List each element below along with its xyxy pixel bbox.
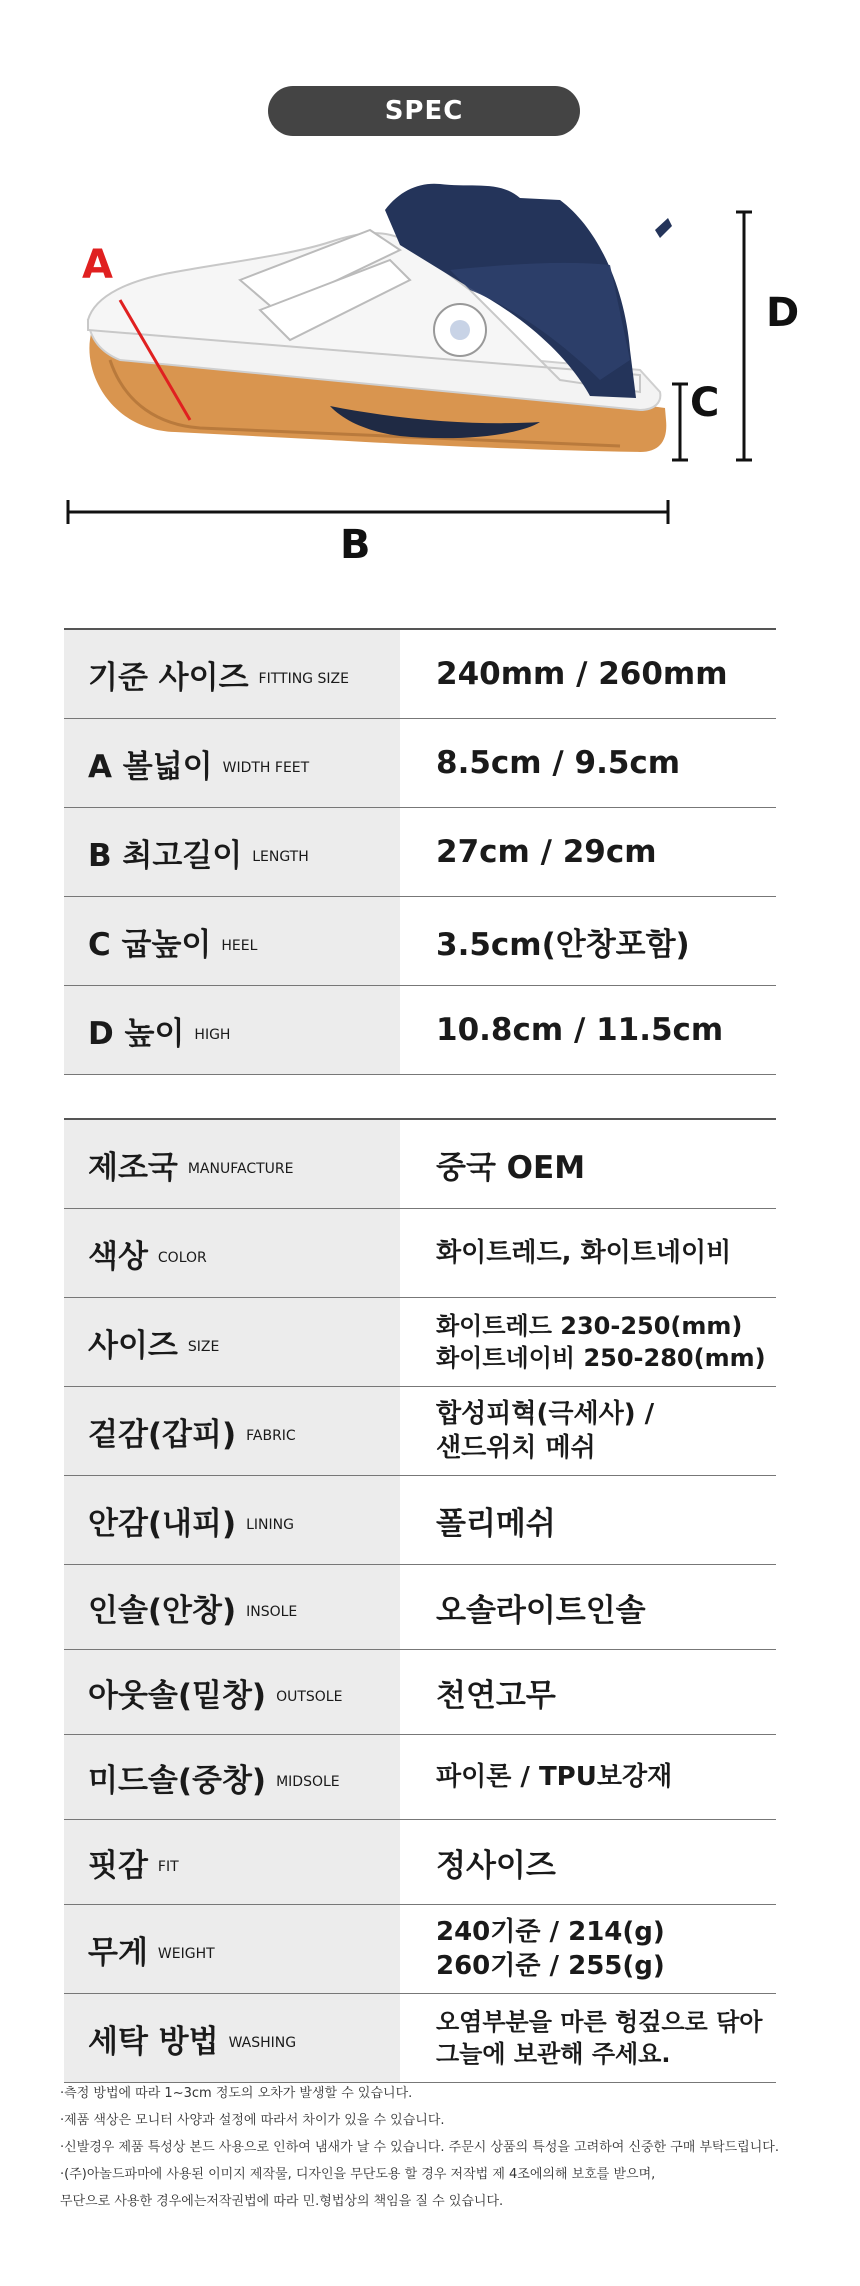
- table-row: [64, 986, 776, 1075]
- row-value-cell: [400, 1298, 776, 1386]
- row-value-cell: [400, 808, 776, 896]
- spec-table: [64, 1118, 776, 2083]
- row-value-cell: [400, 1735, 776, 1819]
- row-sublabel: HIGH: [194, 1027, 231, 1043]
- row-label: 기준 사이즈: [88, 659, 249, 696]
- row-sublabel: INSOLE: [246, 1604, 298, 1620]
- row-label-cell: [64, 1120, 400, 1208]
- row-value-cell: [400, 1994, 776, 2082]
- row-label: 핏감: [88, 1847, 148, 1884]
- row-label-cell: [64, 1905, 400, 1993]
- note-item: ·제품 색상은 모니터 사양과 설정에 따라서 차이가 있을 수 있습니다.: [60, 2113, 445, 2128]
- shoe-illustration: [0, 170, 860, 590]
- row-label-cell: [64, 1298, 400, 1386]
- row-value-cell: [400, 1905, 776, 1993]
- row-value-cell: [400, 1650, 776, 1734]
- row-label-cell: [64, 1476, 400, 1564]
- row-sublabel: MANUFACTURE: [187, 1161, 294, 1177]
- table-row: [64, 1476, 776, 1565]
- table-row: [64, 1298, 776, 1387]
- table-row: [64, 1387, 776, 1476]
- row-label-cell: [64, 1735, 400, 1819]
- size-table: [64, 628, 776, 1075]
- row-label-cell: [64, 1820, 400, 1904]
- row-value: 260기준 / 255(g): [436, 1951, 665, 1981]
- row-value: 정사이즈: [436, 1847, 556, 1884]
- table-row: [64, 1565, 776, 1650]
- table-row: [64, 1994, 776, 2083]
- table-row: [64, 630, 776, 719]
- dimension-d-label: D: [766, 290, 800, 336]
- dimension-c-label: C: [690, 380, 720, 426]
- row-sublabel: FIT: [157, 1859, 179, 1875]
- note-item: ·신발경우 제품 특성상 본드 사용으로 인하여 냄새가 날 수 있습니다. 주문시 상품의 특성을 고려하여 신중한 구매 부탁드립니다.: [60, 2140, 779, 2155]
- row-value: 화이트레드 230-250(mm): [436, 1312, 743, 1340]
- dimension-b-label: B: [340, 522, 371, 568]
- row-value-cell: [400, 630, 776, 718]
- row-value: 240mm / 260mm: [436, 656, 728, 692]
- notes-list: [60, 2080, 820, 2215]
- row-value-cell: [400, 1120, 776, 1208]
- row-value: 샌드위치 메쉬: [436, 1433, 596, 1463]
- row-sublabel: WASHING: [228, 2035, 297, 2051]
- row-value: 화이트네이비 250-280(mm): [436, 1344, 766, 1372]
- row-label-cell: [64, 719, 400, 807]
- row-value-cell: [400, 986, 776, 1074]
- dimension-a-label: A: [82, 242, 113, 288]
- row-sublabel: MIDSOLE: [276, 1774, 340, 1790]
- row-sublabel: LENGTH: [252, 849, 309, 865]
- row-value-cell: [400, 1820, 776, 1904]
- table-row: [64, 1735, 776, 1820]
- row-label-cell: [64, 1650, 400, 1734]
- row-sublabel: WIDTH FEET: [222, 760, 310, 776]
- table-row: [64, 1120, 776, 1209]
- row-label: 사이즈: [88, 1327, 178, 1364]
- spec-title-pill: [268, 86, 580, 136]
- row-value-cell: [400, 1476, 776, 1564]
- table-row: [64, 1905, 776, 1994]
- row-value: 화이트레드, 화이트네이비: [436, 1238, 732, 1268]
- row-label: 미드솔(중창): [88, 1762, 267, 1799]
- table-row: [64, 719, 776, 808]
- row-value: 폴리메쉬: [436, 1505, 556, 1542]
- row-label: 세탁 방법: [88, 2023, 219, 2060]
- row-label-cell: [64, 1209, 400, 1297]
- row-sublabel: COLOR: [157, 1250, 207, 1266]
- row-value-cell: [400, 1209, 776, 1297]
- note-item: ·측정 방법에 따라 1~3cm 정도의 오차가 발생할 수 있습니다.: [60, 2086, 413, 2101]
- row-label: 제조국: [88, 1149, 178, 1186]
- row-value: 합성피혁(극세사) /: [436, 1399, 655, 1429]
- row-value-cell: [400, 897, 776, 985]
- spec-title: SPEC: [384, 96, 464, 126]
- table-row: [64, 1209, 776, 1298]
- row-label-cell: [64, 1565, 400, 1649]
- row-label-cell: [64, 897, 400, 985]
- row-label: A 볼넓이: [88, 748, 213, 785]
- row-value-cell: [400, 1387, 776, 1475]
- row-sublabel: WEIGHT: [157, 1946, 215, 1962]
- row-label: D 높이: [88, 1015, 185, 1052]
- row-label-cell: [64, 986, 400, 1074]
- row-label-cell: [64, 1994, 400, 2082]
- row-sublabel: SIZE: [187, 1339, 220, 1355]
- row-value: 27cm / 29cm: [436, 834, 657, 870]
- note-item: ·(주)아놀드파마에 사용된 이미지 제작물, 디자인을 무단도용 할 경우 저작법 제 4조에의해 보호를 받으며,: [60, 2167, 656, 2182]
- table-row: [64, 1820, 776, 1905]
- row-value: 오염부분을 마른 헝겊으로 닦아: [436, 2008, 763, 2036]
- row-sublabel: HEEL: [221, 938, 258, 954]
- row-label: 인솔(안창): [88, 1592, 237, 1629]
- row-value: 중국 OEM: [436, 1149, 586, 1186]
- row-label-cell: [64, 1387, 400, 1475]
- row-value: 그늘에 보관해 주세요.: [436, 2040, 671, 2068]
- row-label: B 최고길이: [88, 837, 243, 874]
- row-label: 색상: [88, 1238, 148, 1275]
- row-value: 10.8cm / 11.5cm: [436, 1012, 724, 1048]
- row-sublabel: FABRIC: [246, 1428, 296, 1444]
- row-label: 안감(내피): [88, 1505, 237, 1542]
- table-row: [64, 897, 776, 986]
- row-label-cell: [64, 808, 400, 896]
- row-value: 3.5cm(안창포함): [436, 926, 690, 963]
- row-sublabel: FITTING SIZE: [258, 671, 349, 687]
- row-label-cell: [64, 630, 400, 718]
- table-row: [64, 1650, 776, 1735]
- shoe-dimension-diagram: [0, 170, 860, 590]
- row-value: 천연고무: [436, 1677, 556, 1714]
- row-sublabel: OUTSOLE: [276, 1689, 343, 1705]
- row-label: 아웃솔(밑창): [88, 1677, 267, 1714]
- row-label: 겉감(갑피): [88, 1416, 237, 1453]
- row-value: 240기준 / 214(g): [436, 1917, 665, 1947]
- table-row: [64, 808, 776, 897]
- row-value-cell: [400, 1565, 776, 1649]
- row-value: 8.5cm / 9.5cm: [436, 745, 681, 781]
- row-value-cell: [400, 719, 776, 807]
- row-label: 무게: [88, 1934, 148, 1971]
- row-value: 파이론 / TPU보강재: [436, 1762, 673, 1792]
- row-sublabel: LINING: [246, 1517, 294, 1533]
- row-value: 오솔라이트인솔: [436, 1592, 646, 1629]
- note-item: 무단으로 사용한 경우에는저작권법에 따라 민.형법상의 책임을 질 수 있습니다.: [60, 2194, 504, 2209]
- row-label: C 굽높이: [88, 926, 212, 963]
